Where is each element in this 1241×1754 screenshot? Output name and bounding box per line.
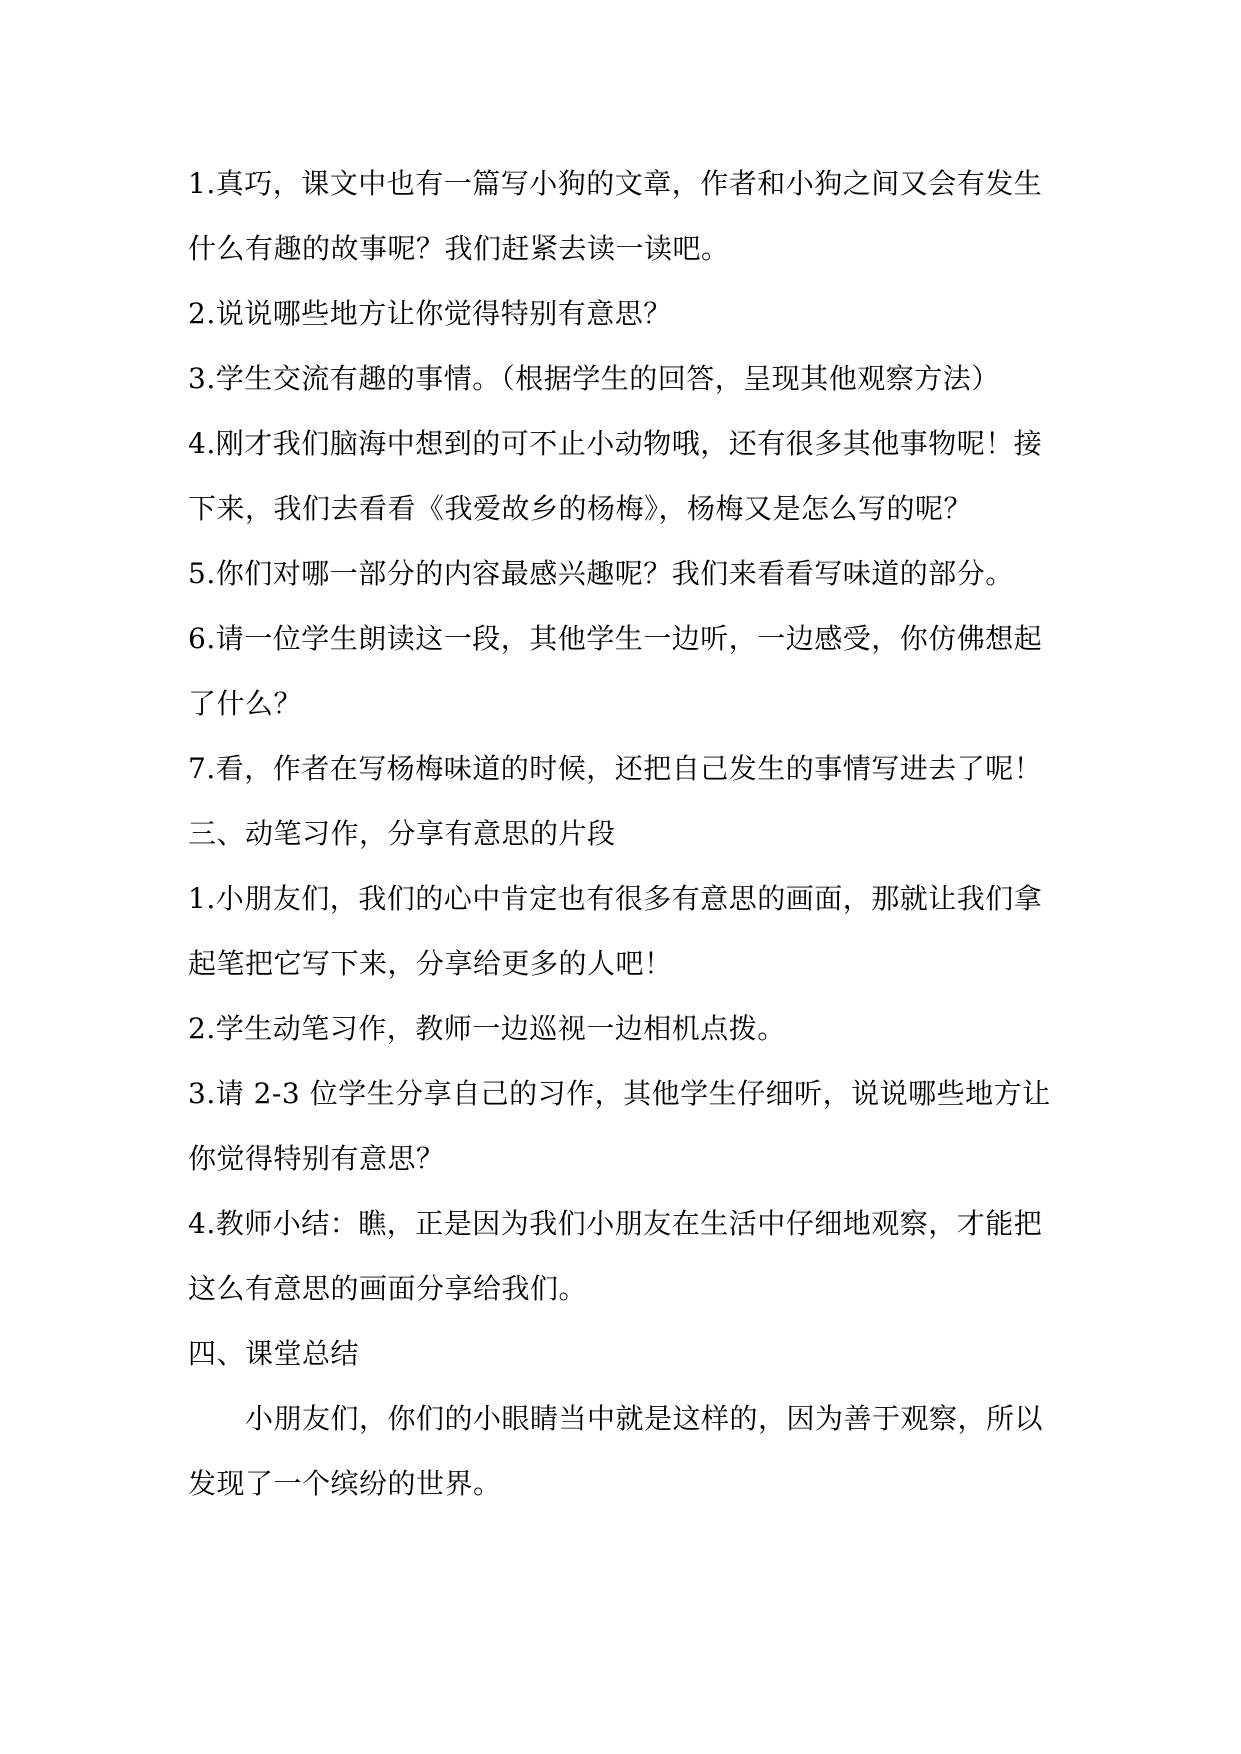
text-line: 2.说说哪些地方让你觉得特别有意思？ bbox=[188, 297, 672, 330]
text-line: 5.你们对哪一部分的内容最感兴趣呢？我们来看看写味道的部分。 bbox=[188, 557, 1014, 590]
text-line: 4.刚才我们脑海中想到的可不止小动物哦，还有很多其他事物呢！接 bbox=[188, 427, 1043, 460]
text-line: 3.请 2-3 位学生分享自己的习作，其他学生仔细听，说说哪些地方让 bbox=[188, 1077, 1051, 1110]
text-line: 7.看，作者在写杨梅味道的时候，还把自己发生的事情写进去了呢！ bbox=[188, 752, 1043, 785]
text-line: 3.学生交流有趣的事情。（根据学生的回答，呈现其他观察方法） bbox=[188, 362, 1000, 395]
document-body bbox=[188, 151, 1068, 1516]
section-heading: 四、课堂总结 bbox=[188, 1337, 360, 1370]
text-line: 下来，我们去看看《我爱故乡的杨梅》，杨梅又是怎么写的呢？ bbox=[188, 492, 973, 525]
text-line: 起笔把它写下来，分享给更多的人吧！ bbox=[188, 947, 673, 980]
text-line: 发现了一个缤纷的世界。 bbox=[188, 1467, 502, 1500]
section-heading: 三、动笔习作，分享有意思的片段 bbox=[188, 817, 616, 850]
text-line: 你觉得特别有意思？ bbox=[188, 1142, 445, 1175]
text-line: 了什么？ bbox=[188, 687, 303, 720]
text-line: 小朋友们，你们的小眼睛当中就是这样的，因为善于观察，所以 bbox=[245, 1402, 1044, 1435]
text-line: 1.真巧，课文中也有一篇写小狗的文章，作者和小狗之间又会有发生 bbox=[188, 167, 1043, 200]
text-line: 6.请一位学生朗读这一段，其他学生一边听，一边感受，你仿佛想起 bbox=[188, 622, 1043, 655]
text-line: 4.教师小结：瞧，正是因为我们小朋友在生活中仔细地观察，才能把 bbox=[188, 1207, 1043, 1240]
text-line: 这么有意思的画面分享给我们。 bbox=[188, 1272, 588, 1305]
text-line: 2.学生动笔习作，教师一边巡视一边相机点拨。 bbox=[188, 1012, 786, 1045]
text-line: 1.小朋友们，我们的心中肯定也有很多有意思的画面，那就让我们拿 bbox=[188, 882, 1043, 915]
text-line: 什么有趣的故事呢？我们赶紧去读一读吧。 bbox=[188, 232, 730, 265]
